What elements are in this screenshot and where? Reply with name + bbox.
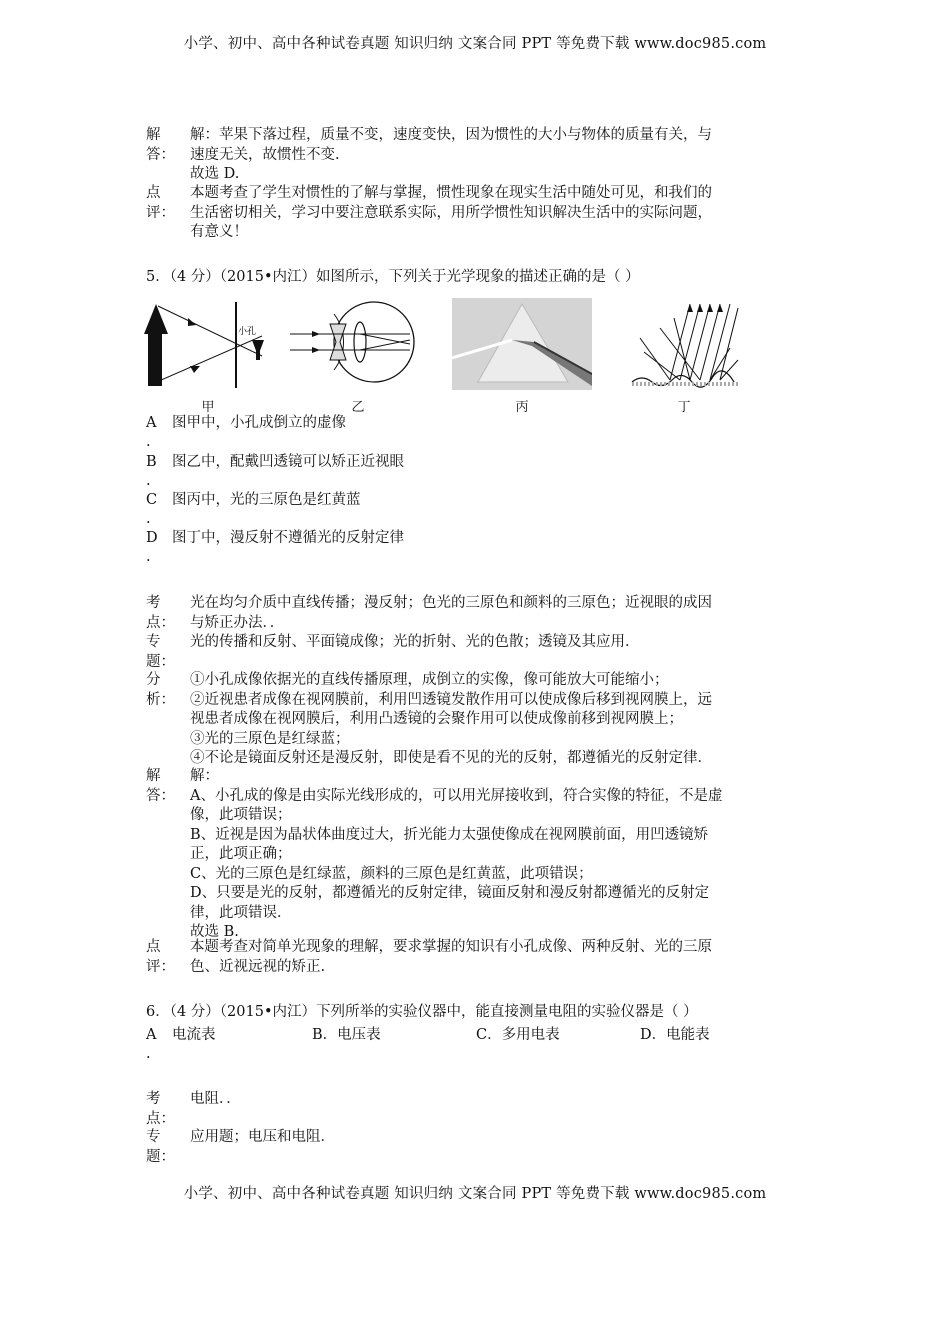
q5-jieda-text: 解： A、小孔成的像是由实际光线形成的，可以用光屏接收到，符合实像的特征，不是虚 像，此项错误； B、近视是因为晶状体曲度过大，折光能力太强使像成在视网膜前面，用凹透镜矫 正，此项正确； C、光的三原色是红绿蓝，颜料的三原色是红黄蓝，此项错误； D、只要是光的反射，都遵循光的反射定律，镜面反射和漫反射都遵循光的反射定 律，此项错误． 故选 B. (190, 768, 723, 940)
q6-stem: 6．（4 分）（2015•内江）下列所举的实验仪器中，能直接测量电阻的实验仪器是（ ） (146, 1004, 698, 1020)
figure-ding-diffuse (630, 298, 740, 390)
figure-jia-pinhole (144, 298, 269, 390)
figure-bing-prism (452, 298, 592, 390)
q6-zhuanti-text: 应用题；电压和电阻． (190, 1129, 335, 1145)
caption-bing: 丙 (515, 400, 529, 415)
caption-ding: 丁 (677, 400, 691, 415)
q5-stem: 5．（4 分）（2015•内江）如图所示，下列关于光学现象的描述正确的是（ ） (146, 269, 640, 285)
figure-yi-eye (290, 300, 420, 390)
q6-option-b: B．电压表 (312, 1027, 381, 1043)
q5-zhuanti-text: 光的传播和反射、平面镜成像；光的折射、光的色散；透镜及其应用． (190, 634, 640, 650)
pinhole-label: 小孔 (238, 327, 257, 337)
q6-zhuanti-label: 专 题： (146, 1129, 175, 1165)
q5-kaodian-label: 考 点： (146, 595, 175, 631)
q5-dianping-text: 本题考查对简单光现象的理解，要求掌握的知识有小孔成像、两种反射、光的三原 色、近视远视的矫正. (190, 939, 712, 975)
q6-kaodian-text: 电阻．． (190, 1091, 241, 1107)
q5-dianping-label: 点 评： (146, 939, 175, 975)
q4-dianping-text: 本题考查了学生对惯性的了解与掌握，惯性现象在现实生活中随处可见，和我们的 生活密切相关，学习中要注意联系实际，用所学惯性知识解决生活中的实际问题， 有意义！ (190, 185, 712, 240)
object-arrow (144, 304, 168, 386)
q5-zhuanti-label: 专 题： (146, 634, 175, 670)
q6-option-d: D．电能表 (640, 1027, 710, 1043)
q5-jieda-label: 解 答： (146, 768, 175, 804)
caption-jia: 甲 (201, 400, 215, 415)
q5-fenxi-label: 分 析： (146, 672, 175, 708)
page-header: 小学、初中、高中各种试卷真题 知识归纳 文案合同 PPT 等免费下载 www.doc985.com (183, 36, 767, 52)
q4-dianping-label: 点 评： (146, 185, 175, 221)
q4-jieda-text: 解：苹果下落过程，质量不变，速度变快，因为惯性的大小与物体的质量有关，与 速度无关，故惯性不变. 故选 D. (190, 127, 712, 182)
caption-yi: 乙 (351, 400, 365, 415)
q6-kaodian-label: 考 点： (146, 1091, 175, 1127)
q4-jieda-label: 解 答： (146, 127, 175, 163)
page-footer: 小学、初中、高中各种试卷真题 知识归纳 文案合同 PPT 等免费下载 www.doc985.com (183, 1186, 767, 1202)
q5-fenxi-text: ①小孔成像依据光的直线传播原理，成倒立的实像，像可能放大可能缩小； ②近视患者成像在视网膜前，利用凹透镜发散作用可以使成像后移到视网膜上，远 视患者成像在视网膜后，利用凸透镜的会聚作用可以使成像前移到视网膜上； ③光的三原色是红绿蓝； ④不论是镜面反射还是漫反射，即使是看不见的光的反射，都遵循光的反射定律． (190, 672, 712, 766)
q5-kaodian-text: 光在均匀介质中直线传播；漫反射；色光的三原色和颜料的三原色；近视眼的成因 与矫正办法．． (190, 595, 712, 631)
q6-option-c: C．多用电表 (476, 1027, 560, 1043)
